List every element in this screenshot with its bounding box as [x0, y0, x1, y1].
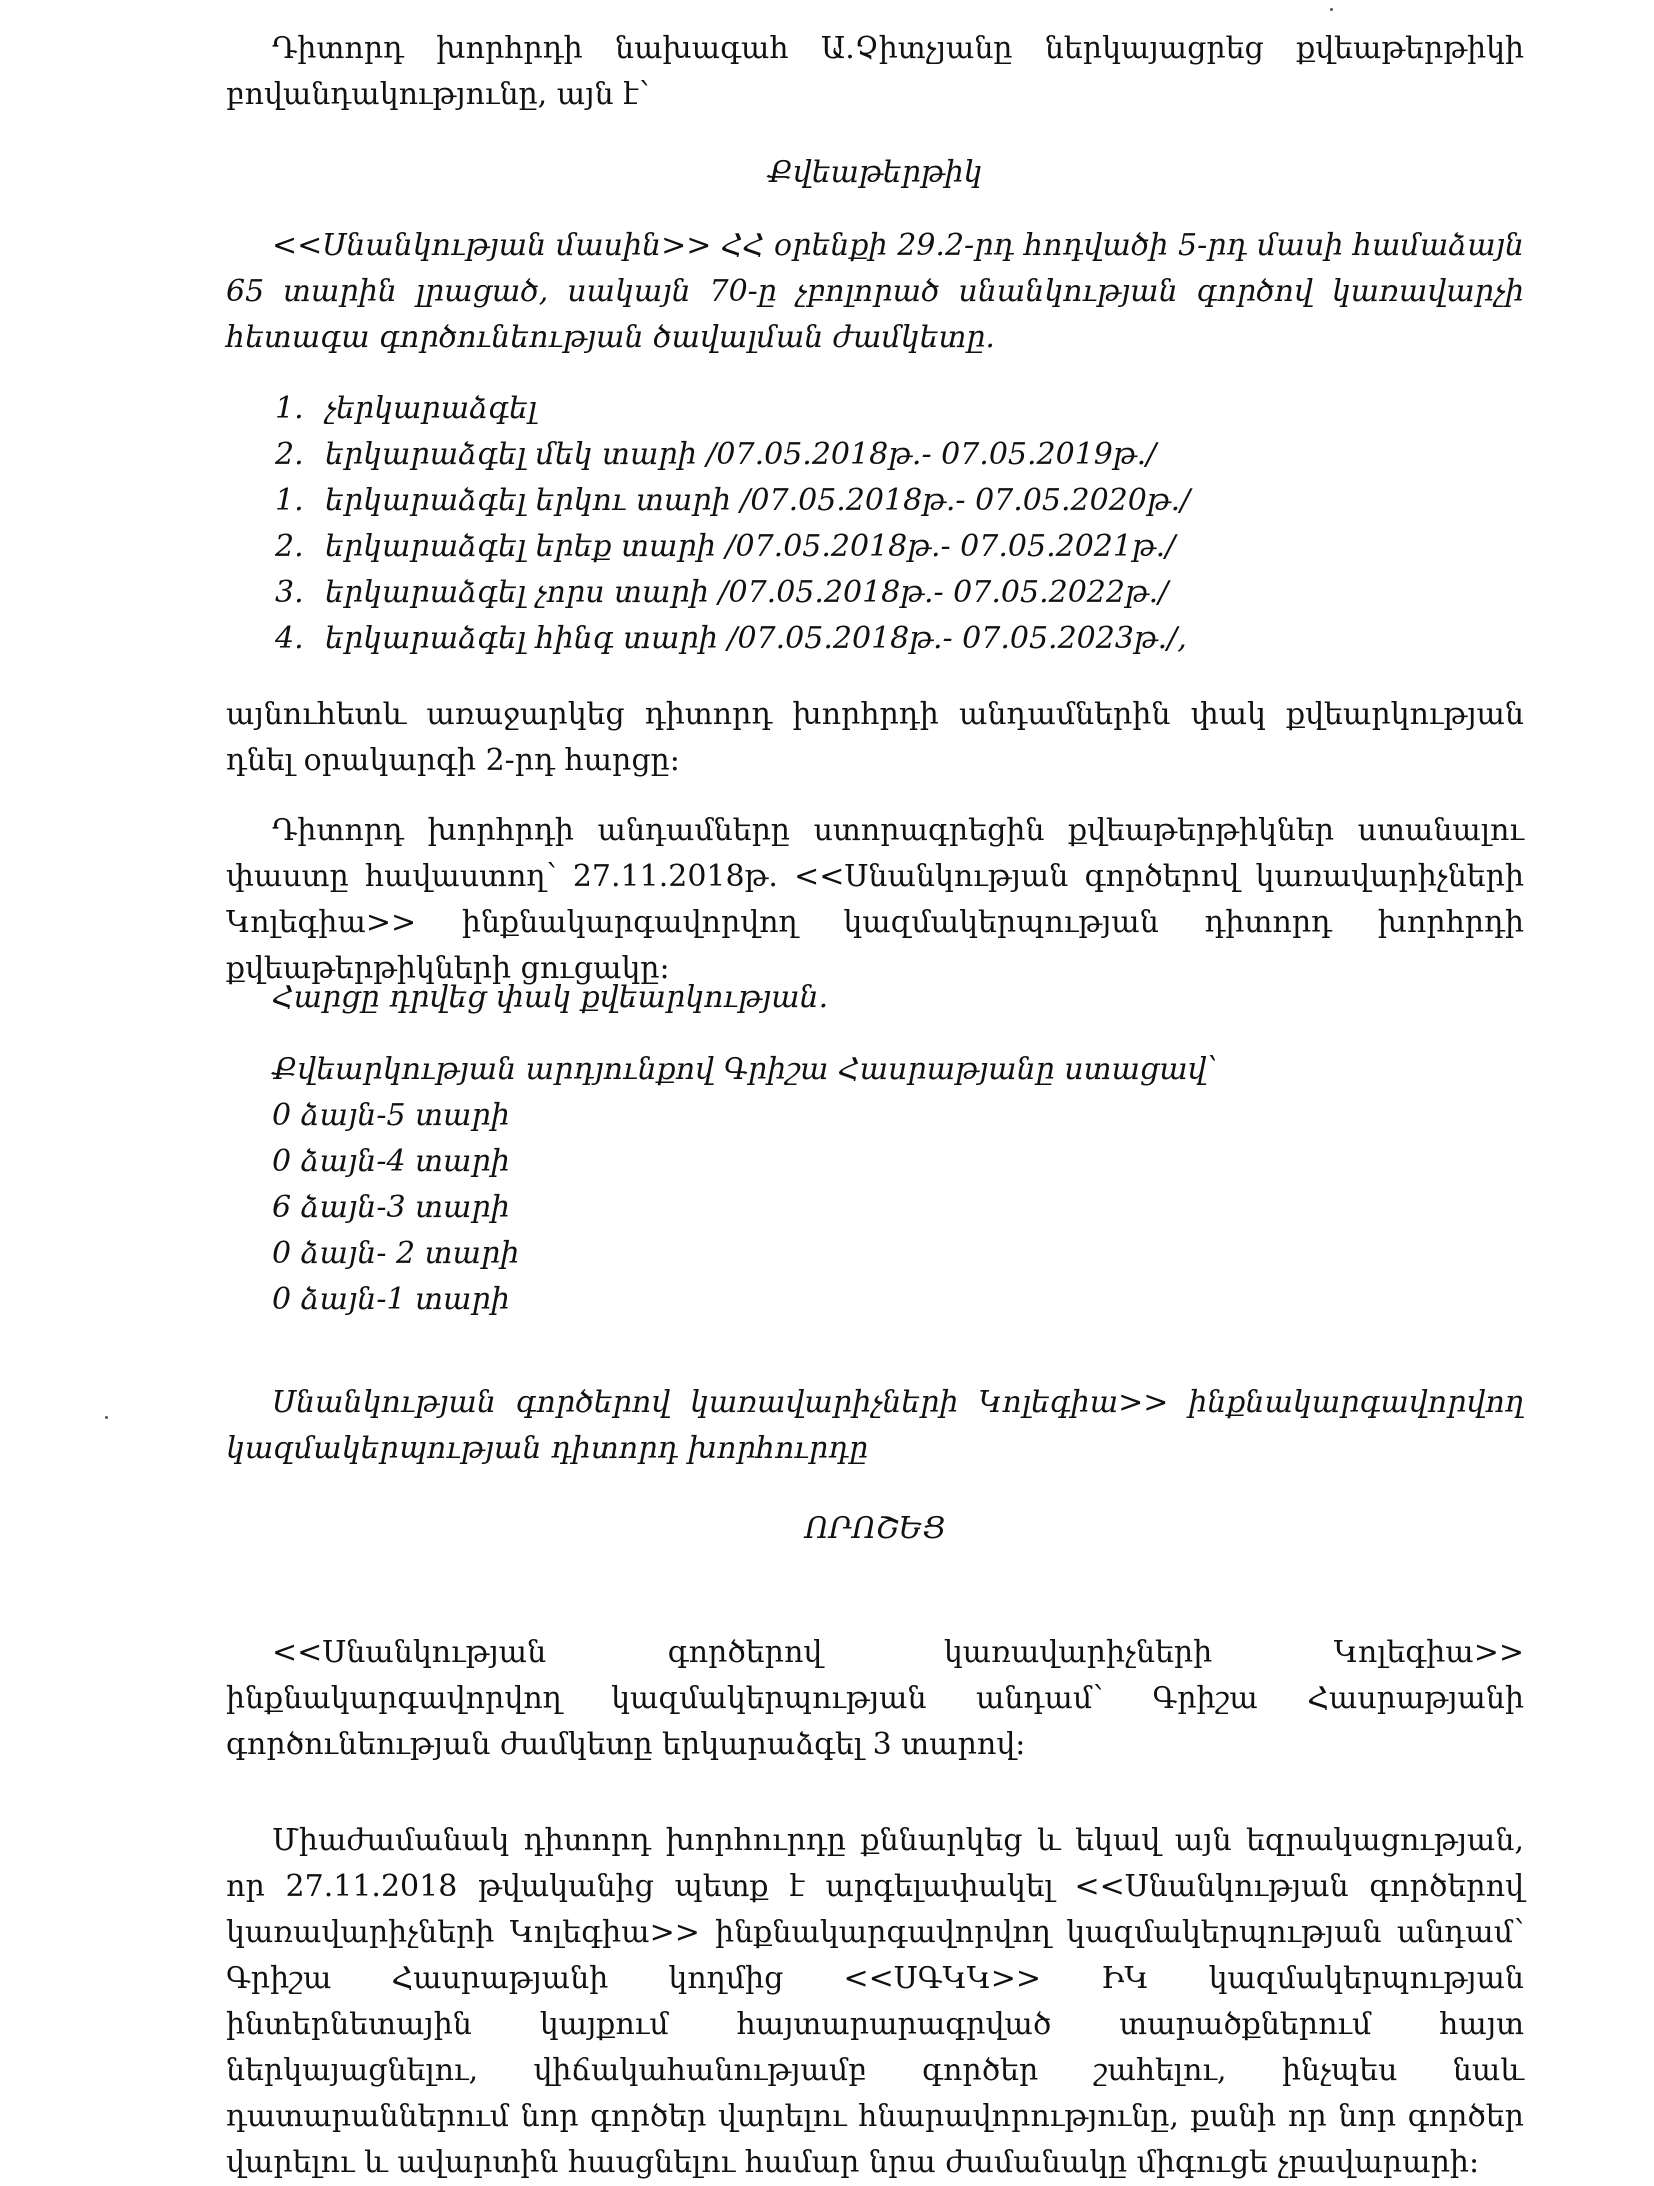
ballot-option — [275, 570, 1475, 616]
vote-result: 6 ձայն-3 տարի — [272, 1190, 510, 1225]
ballot-option — [275, 386, 1475, 432]
decision-paragraph: <<Սնանկության գործերով կառավարիչների Կոլեգիա>> ինքնակարգավորվող կազմակերպության անդամ՝ Գրիշա Հասրաթյանի գործունեության ժամկետը երկարաձգել 3 տարով: — [226, 1635, 1524, 1762]
vote-put-line: Հարցը դրվեց փակ քվեարկության. — [272, 980, 829, 1015]
ballot-option — [275, 478, 1475, 524]
option-text: երկարաձգել երեք տարի /07.05.2018թ.- 07.05.2021թ./ — [325, 529, 1176, 564]
ballot-text-paragraph: <<Սնանկության մասին>> ՀՀ օրենքի 29.2-րդ հոդվածի 5-րդ մասի համաձայն 65 տարին լրացած, սակայն 70-ը չբոլորած սնանկության գործով կառավարչի հետագա գործունեության ծավալման ժամկետը. — [226, 228, 1524, 355]
proposal-paragraph: այնուհետև առաջարկեց դիտորդ խորհրդի անդամներին փակ քվեարկության դնել օրակարգի 2-րդ հարցը: — [226, 697, 1524, 778]
option-text: երկարաձգել երկու տարի /07.05.2018թ.- 07.05.2020թ./ — [325, 483, 1191, 518]
additional-paragraph: Միաժամանակ դիտորդ խորհուրդը քննարկեց և եկավ այն եզրակացության, որ 27.11.2018 թվականից պետք է արգելափակել <<Սնանկության գործերով կառավարիչների Կոլեգիա>> ինքնակարգավորվող կազմակերպության անդամ՝ Գրիշա Հասրաթյանի կողմից <<ՍԳԿԿ>> ԻԿ կազմակերպության ինտերնետային կայքում հայտարարագրված տարածքներում հայտ ներկայացնելու, վիճակահանությամբ գործեր շահելու, ինչպես նաև դատարաններում նոր գործեր վարելու հնարավորությունը, քանի որ նոր գործեր վարելու և ավարտին հասցնելու համար նրա ժամանակը միգուցե չբավարարի: — [226, 1823, 1524, 2180]
board-heading: Սնանկության գործերով կառավարիչների Կոլեգիա>> ինքնակարգավորվող կազմակերպության դիտորդ խորհուրդը — [226, 1385, 1524, 1466]
option-text: երկարաձգել հինգ տարի /07.05.2018թ.- 07.05.2023թ./, — [325, 621, 1187, 656]
option-text: երկարաձգել մեկ տարի /07.05.2018թ.- 07.05.2019թ./ — [325, 437, 1157, 472]
vote-results-list — [272, 1093, 1272, 1323]
ballot-title: Քվեաթերթիկ — [767, 155, 983, 190]
option-number: 4. — [275, 621, 304, 656]
ballot-option — [275, 432, 1475, 478]
scan-speck — [1330, 8, 1333, 11]
option-text: երկարաձգել չորս տարի /07.05.2018թ.- 07.05.2022թ./ — [325, 575, 1169, 610]
vote-result: 0 ձայն-4 տարի — [272, 1144, 510, 1179]
vote-result: 0 ձայն- 2 տարի — [272, 1236, 520, 1271]
option-number: 3. — [275, 575, 304, 610]
ballot-option — [275, 524, 1475, 570]
decided-heading: ՈՐՈՇԵՑ — [804, 1511, 946, 1546]
vote-result: 0 ձայն-5 տարի — [272, 1098, 510, 1133]
option-number: 2. — [275, 437, 304, 472]
signed-paragraph: Դիտորդ խորհրդի անդամները ստորագրեցին քվեաթերթիկներ ստանալու փաստը հավաստող՝ 27.11.2018թ. <<Սնանկության գործերով կառավարիչների Կոլեգիա>> ինքնակարգավորվող կազմակերպության դիտորդ խորհրդի քվեաթերթիկների ցուցակը: — [226, 813, 1524, 986]
option-number: 1. — [275, 483, 304, 518]
option-number: 1. — [275, 391, 304, 426]
vote-result: 0 ձայն-1 տարի — [272, 1282, 510, 1317]
option-text: չերկարաձգել — [325, 391, 537, 426]
ballot-option — [275, 616, 1475, 662]
option-number: 2. — [275, 529, 304, 564]
intro-paragraph: Դիտորդ խորհրդի նախագահ Ա.Չիտչյանը ներկայացրեց քվեաթերթիկի բովանդակությունը, այն է՝ — [226, 31, 1524, 112]
vote-result-intro: Քվեարկության արդյունքով Գրիշա Հասրաթյանը ստացավ՝ — [272, 1052, 1218, 1087]
ballot-options-list — [275, 386, 1475, 662]
scan-speck — [105, 1416, 108, 1419]
